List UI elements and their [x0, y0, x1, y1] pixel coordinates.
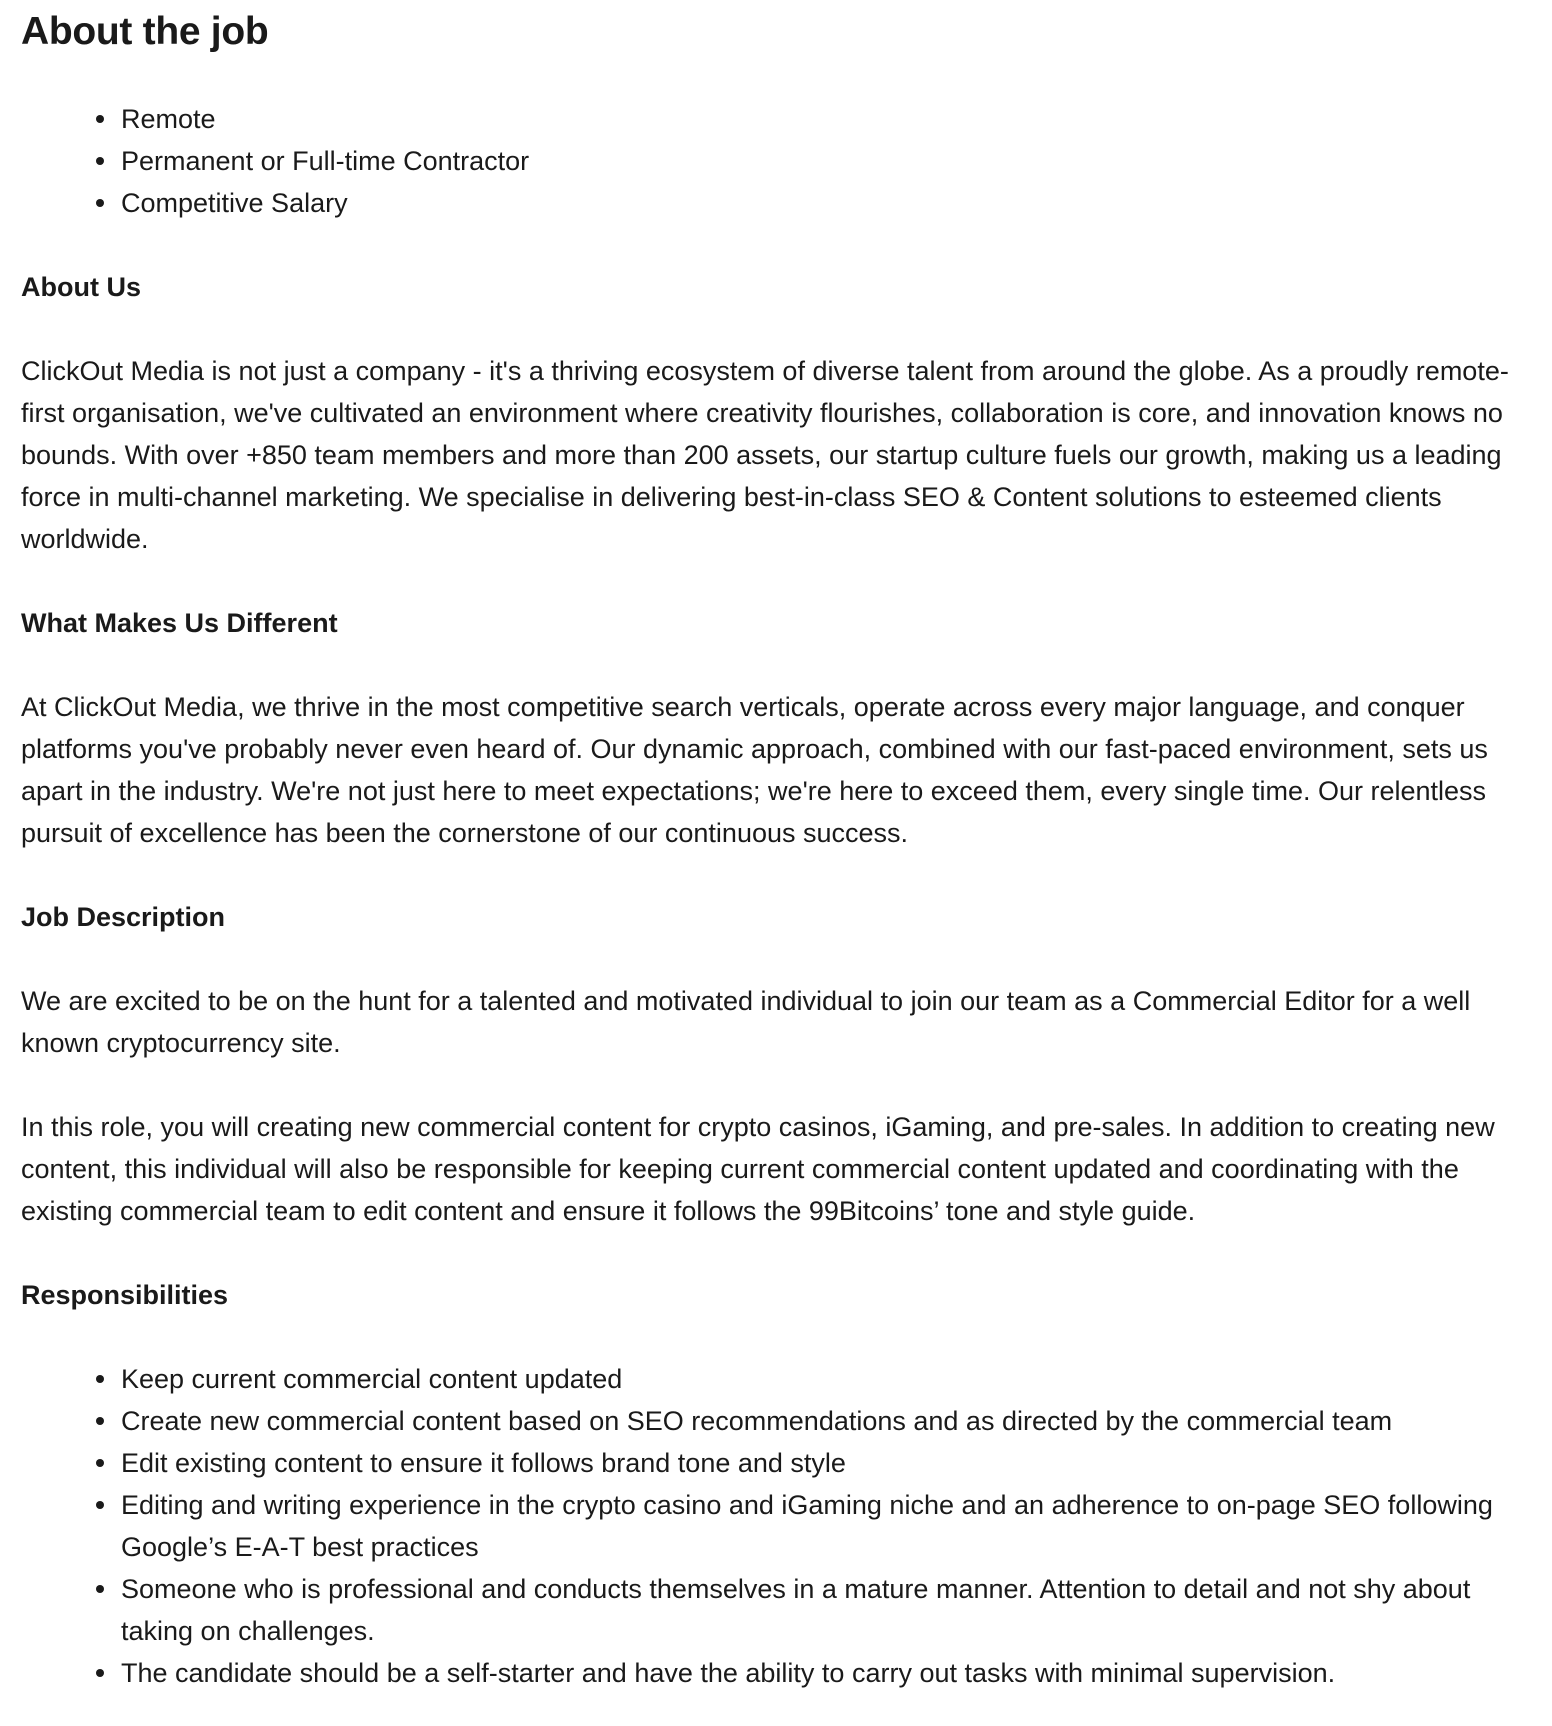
what-makes-us-different-paragraph: At ClickOut Media, we thrive in the most competitive search verticals, operate across every major language, and conquer platforms you've probably never even heard of. Our dynamic approach, combined with our fast-paced environment, sets us apart in the industry. We're not just here to meet expectations; we're here to exceed them, every single time. Our relentless pursuit of excellence has been the cornerstone of our continuous success. [21, 692, 1488, 848]
responsibilities-list [21, 1358, 1531, 1694]
about-us-heading: About Us [21, 272, 141, 302]
job-description-paragraph: In this role, you will creating new commercial content for crypto casinos, iGaming, and pre-sales. In addition to creating new content, this individual will also be responsible for keeping current commercial content updated and coordinating with the existing commercial team to edit content and ensure it follows the 99Bitcoins’ tone and style guide. [21, 1112, 1495, 1226]
job-description-heading: Job Description [21, 902, 226, 932]
list-item: The candidate should be a self-starter and have the ability to carry out tasks with minimal supervision. [121, 1652, 1531, 1694]
list-item: Competitive Salary [121, 182, 1531, 224]
page-title: About the job [21, 10, 269, 53]
list-item: Create new commercial content based on SEO recommendations and as directed by the commercial team [121, 1400, 1531, 1442]
job-body [21, 98, 1531, 1694]
list-item: Keep current commercial content updated [121, 1358, 1531, 1400]
list-item: Editing and writing experience in the crypto casino and iGaming niche and an adherence to on-page SEO following Google’s E-A-T best practices [121, 1484, 1531, 1568]
what-makes-us-different-heading: What Makes Us Different [21, 608, 338, 638]
intro-bullet-list [21, 98, 1531, 224]
list-item: Someone who is professional and conducts themselves in a mature manner. Attention to detail and not shy about taking on challenges. [121, 1568, 1531, 1652]
list-item: Permanent or Full-time Contractor [121, 140, 1531, 182]
job-description-paragraph: We are excited to be on the hunt for a talented and motivated individual to join our team as a Commercial Editor for a well known cryptocurrency site. [21, 986, 1471, 1058]
list-item: Remote [121, 98, 1531, 140]
list-item: Edit existing content to ensure it follows brand tone and style [121, 1442, 1531, 1484]
about-us-paragraph: ClickOut Media is not just a company - it's a thriving ecosystem of diverse talent from around the globe. As a proudly remote-first organisation, we've cultivated an environment where creativity flourishes, collaboration is core, and innovation knows no bounds. With over +850 team members and more than 200 assets, our startup culture fuels our growth, making us a leading force in multi-channel marketing. We specialise in delivering best-in-class SEO & Content solutions to esteemed clients worldwide. [21, 356, 1509, 554]
responsibilities-heading: Responsibilities [21, 1280, 229, 1310]
